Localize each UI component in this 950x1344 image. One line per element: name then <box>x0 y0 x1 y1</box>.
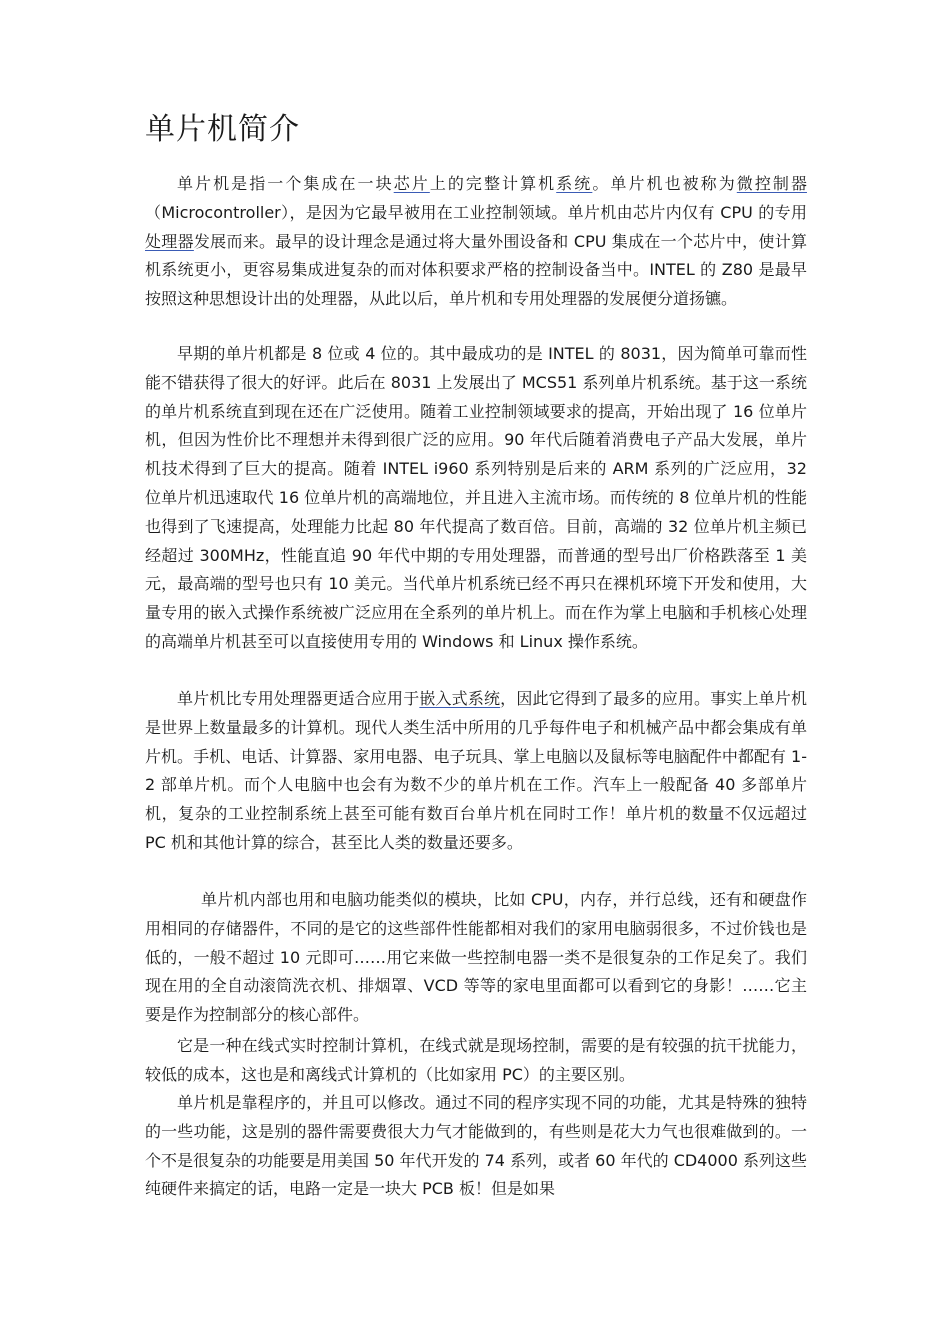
paragraph-4: 单片机内部也用和电脑功能类似的模块，比如 CPU，内存，并行总线，还有和硬盘作用相同的存储器件，不同的是它的这些部件性能都相对我们的家用电脑弱很多，不过价钱也是低的，一般不超过 10 元即可……用它来做一些控制电器一类不是很复杂的工作足矣了。我们现在用的全自动滚筒洗衣机、排烟罩、VCD 等等的家电里面都可以看到它的身影！……它主要是作为控制部分的核心部件。 <box>145 890 807 1025</box>
p1-text-c: 。单片机也被称为 <box>592 174 737 193</box>
paragraph-2: 早期的单片机都是 8 位或 4 位的。其中最成功的是 INTEL 的 8031，因为简单可靠而性能不错获得了很大的好评。此后在 8031 上发展出了 MCS51 系列单片机系统。基于这一系统的单片机系统直到现在还在广泛使用。随着工业控制领域要求的提高，开始出现了 16 位单片机，但因为性价比不理想并未得到很广泛的应用。90 年代后随着消费电子产品大发展，单片机技术得到了巨大的提高。随着 INTEL i960 系列特别是后来的 ARM 系列的广泛应用，32 位单片机迅速取代 16 位单片机的高端地位，并且进入主流市场。而传统的 8 位单片机的性能也得到了飞速提高，处理能力比起 80 年代提高了数百倍。目前，高端的 32 位单片机主频已经超过 300MHz，性能直追 90 年代中期的专用处理器，而普通的型号出厂价格跌落至 1 美元，最高端的型号也只有 10 美元。当代单片机系统已经不再只在裸机环境下开发和使用，大量专用的嵌入式操作系统被广泛应用在全系列的单片机上。而在作为掌上电脑和手机核心处理的高端单片机甚至可以直接使用专用的 Windows 和 Linux 操作系统。 <box>145 344 807 651</box>
paragraph-1 <box>145 170 807 314</box>
p1-text-d: （Microcontroller），是因为它最早被用在工业控制领域。单片机由芯片内仅有 CPU 的专用 <box>145 202 807 222</box>
link-microcontroller[interactable]: 微控制器 <box>736 174 807 193</box>
link-chip[interactable]: 芯片 <box>393 174 430 193</box>
p1-text-b: 上的完整计算机 <box>429 174 557 193</box>
link-processor[interactable]: 处理器 <box>145 231 194 251</box>
paragraph-6: 单片机是靠程序的，并且可以修改。通过不同的程序实现不同的功能，尤其是特殊的独特的一些功能，这是别的器件需要费很大力气才能做到的，有些则是花大力气也很难做到的。一个不是很复杂的功能要是用美国 50 年代开发的 74 系列，或者 60 年代的 CD4000 系列这些纯硬件来搞定的话，电路一定是一块大 PCB 板！但是如果 <box>145 1093 807 1199</box>
link-embedded-system[interactable]: 嵌入式系统 <box>419 689 501 708</box>
p3-text-a: 单片机比专用处理器更适合应用于 <box>177 689 420 708</box>
link-system[interactable]: 系统 <box>556 174 593 193</box>
p1-text-e: 发展而来。最早的设计理念是通过将大量外围设备和 CPU 集成在一个芯片中，使计算机系统更小，更容易集成进复杂的而对体积要求严格的控制设备当中。INTEL 的 Z80 是最早按照这种思想设计出的处理器，从此以后，单片机和专用处理器的发展便分道扬镳。 <box>145 231 807 309</box>
paragraph-5: 它是一种在线式实时控制计算机，在线式就是现场控制，需要的是有较强的抗干扰能力，较低的成本，这也是和离线式计算机的（比如家用 PC）的主要区别。 <box>145 1036 807 1084</box>
p1-text-a: 单片机是指一个集成在一块 <box>177 174 394 193</box>
p3-text-b: ，因此它得到了最多的应用。事实上单片机是世界上数量最多的计算机。现代人类生活中所用的几乎每件电子和机械产品中都会集成有单片机。手机、电话、计算器、家用电器、电子玩具、掌上电脑以及鼠标等电脑配件中都配有 1-2 部单片机。而个人电脑中也会有为数不少的单片机在工作。汽车上一般配备 40 多部单片机，复杂的工业控制系统上甚至可能有数百台单片机在同时工作！单片机的数量不仅远超过 PC 机和其他计算的综合，甚至比人类的数量还要多。 <box>145 689 807 852</box>
paragraph-3 <box>145 685 807 858</box>
page-title: 单片机简介 <box>145 112 300 147</box>
